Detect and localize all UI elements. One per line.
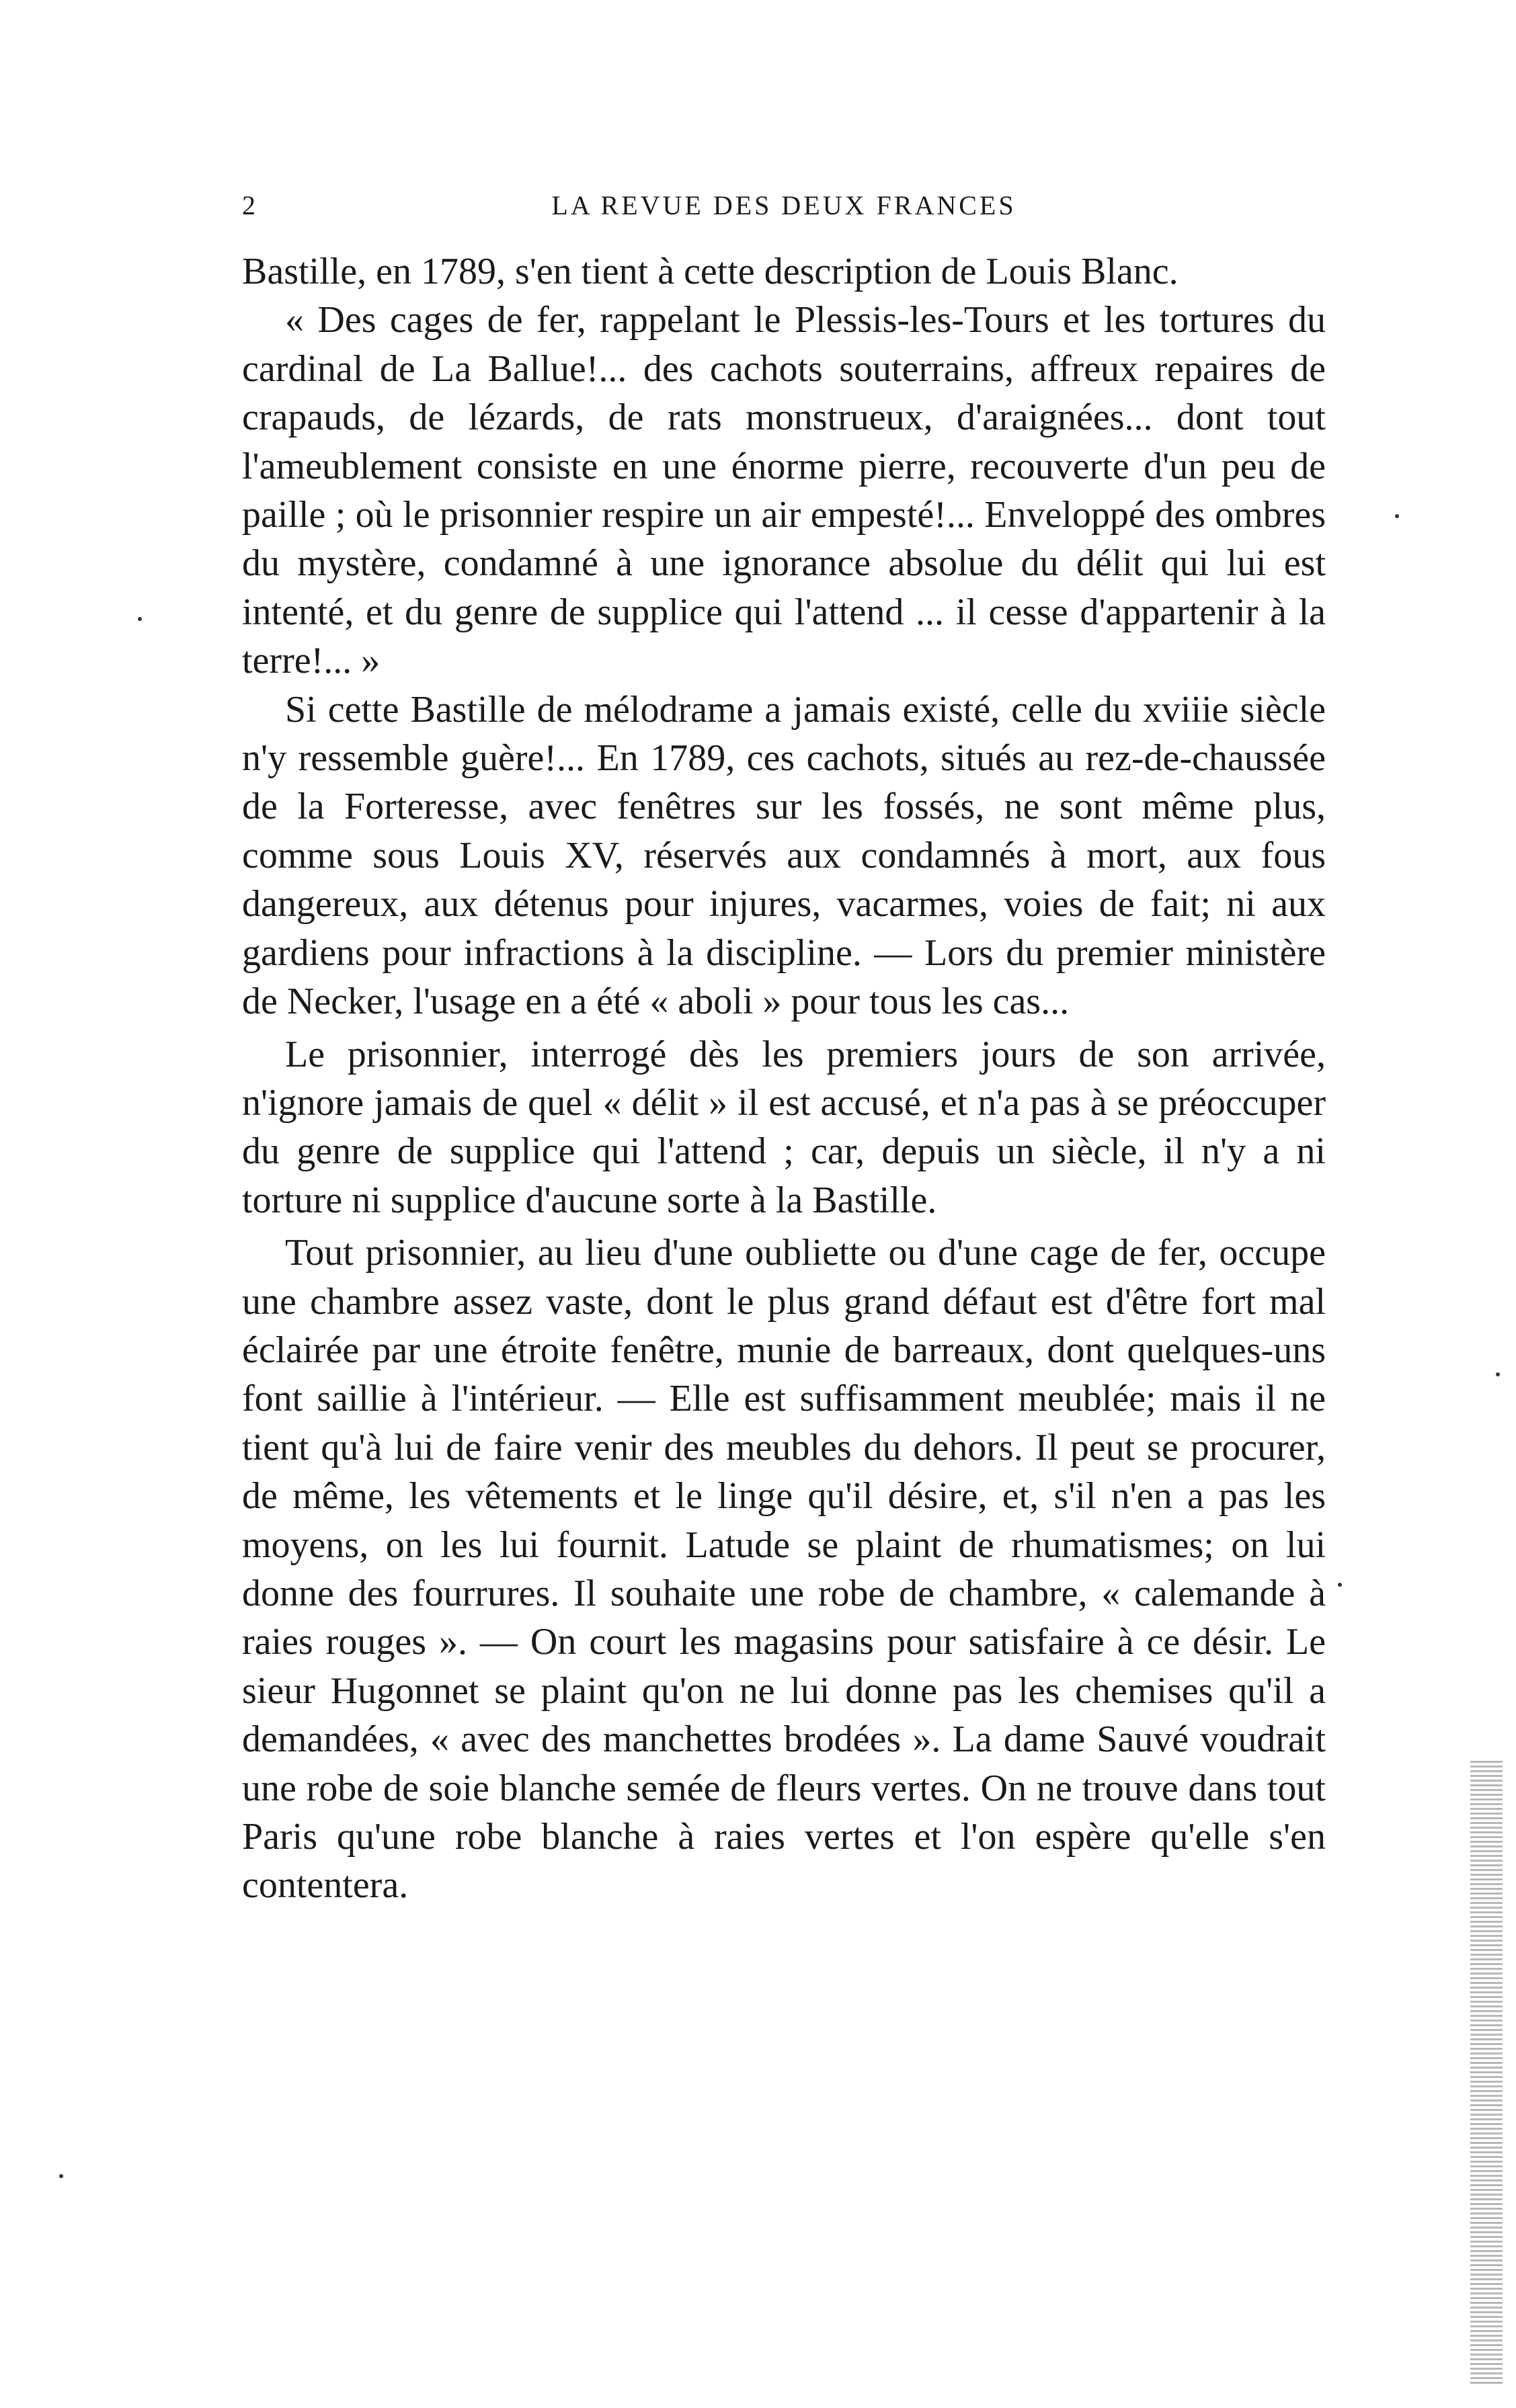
scan-speck [59, 2174, 63, 2178]
paragraph-continuation: Bastille, en 1789, s'en tient à cette description de Louis Blanc. [242, 251, 1179, 292]
scan-speck [1496, 1372, 1500, 1376]
page-number: 2 [242, 190, 257, 220]
body-text [242, 247, 1326, 1910]
scan-speck [1338, 1583, 1342, 1587]
paragraph-bastille-melodrame: Si cette Bastille de mélodrame a jamais existé, celle du xviiie siècle n'y ressemble guère!... En 1789, ces cachots, situés au rez-de-chaussée de la Forteresse, avec fenêtres sur les fossés, ne sont même plus, comme sous Louis XV, réservés aux condamnés à mort, aux fous dangereux, aux détenus pour injures, vacarmes, voies de fait; ni aux gardiens pour infractions à la discipline. — Lors du premier ministère de Necker, l'usage en a été « aboli » pour tous les cas... [242, 688, 1326, 1023]
running-title: LA REVUE DES DEUX FRANCES [551, 190, 1016, 220]
paragraph-quote: « Des cages de fer, rappelant le Plessis-les-Tours et les tortures du cardinal de La Ballue!... des cachots souterrains, affreux repaires de crapauds, de lézards, de rats monstrueux, d'araignées... dont tout l'ameublement consiste en une énorme pierre, recouverte d'un peu de paille ; où le prisonnier respire un air empesté!... Enveloppé des ombres du mystère, condamné à une ignorance absolue du délit qui lui est intenté, et du genre de supplice qui l'attend ... il cesse d'appartenir à la terre!... » [242, 299, 1326, 682]
scan-edge-artifact [1470, 1761, 1503, 2386]
scan-speck [138, 617, 142, 621]
scan-speck [1395, 514, 1399, 518]
paragraph-prisonnier: Le prisonnier, interrogé dès les premiers jours de son arrivée, n'ignore jamais de quel « délit » il est accusé, et n'a pas à se préoccuper du genre de supplice qui l'attend ; car, depuis un siècle, il n'y a ni torture ni supplice d'aucune sorte à la Bastille. [242, 1033, 1326, 1221]
page-header [242, 190, 1326, 230]
paragraph-chambre: Tout prisonnier, au lieu d'une oubliette ou d'une cage de fer, occupe une chambre assez vaste, dont le plus grand défaut est d'être fort mal éclairée par une étroite fenêtre, munie de barreaux, dont quelques-uns font saillie à l'intérieur. — Elle est suffisamment meublée; mais il ne tient qu'à lui de faire venir des meubles du dehors. Il peut se procurer, de même, les vêtements et le linge qu'il désire, et, s'il n'en a pas les moyens, on les lui fournit. Latude se plaint de rhumatismes; on lui donne des fourrures. Il souhaite une robe de chambre, « calemande à raies rouges ». — On court les magasins pour satisfaire à ce désir. Le sieur Hugonnet se plaint qu'on ne lui donne pas les chemises qu'il a demandées, « avec des manchettes brodées ». La dame Sauvé voudrait une robe de soie blanche semée de fleurs vertes. On ne trouve dans tout Paris qu'une robe blanche à raies vertes et l'on espère qu'elle s'en contentera. [242, 1232, 1326, 1907]
